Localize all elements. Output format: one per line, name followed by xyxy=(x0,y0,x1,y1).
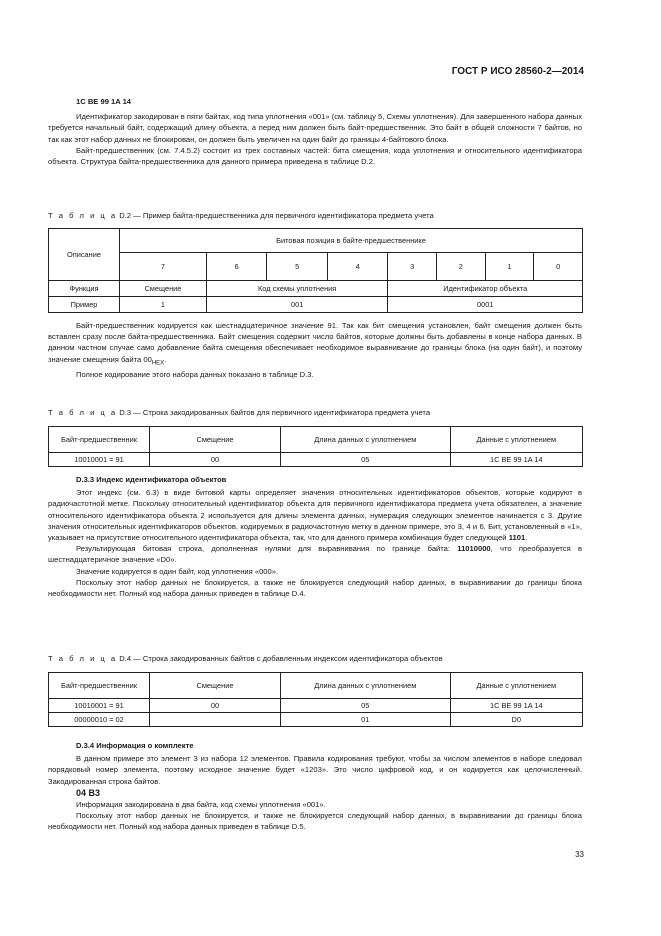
section-block-2 xyxy=(48,320,582,381)
bit-cell: 3 xyxy=(388,253,437,281)
paragraph: Результирующая битовая строка, дополненная нулями для выравнивания по границе байта: 11010000, что преобразуется в шестнадцатеричное значение «D0». xyxy=(48,544,583,565)
table-caption: Т а б л и ц а D.4 — Строка закодированных байтов с добавленным индексом идентификатора объектов xyxy=(48,654,443,663)
header-cell: Смещение xyxy=(150,673,281,699)
section-heading: D.3.3 Индекс идентификатора объектов xyxy=(76,475,227,484)
table-row: 10010001 = 91 00 05 1C BE 99 1A 14 xyxy=(49,453,583,467)
cell: Код схемы уплотнения xyxy=(206,281,388,297)
paragraph: Значение кодируется в один байт, код уплотнения «000». xyxy=(76,566,279,576)
table-caption: Т а б л и ц а D.3 — Строка закодированных байтов для первичного идентификатора предмета учета xyxy=(48,408,431,417)
paragraph: Идентификатор закодирован в пяти байтах, код типа уплотнения «001» (см. таблицу 5, Схемы уплотнения). Для завершенного набора данных требуется начальный байт, содержащий длину объекта, а перед ним должен быть байт-предшественник. Это байт в общей сложности 7 байтов, но так как этот набор данных не блокирован, он должен быть увеличен на один байт до границы 4-байтового блока. xyxy=(48,112,582,144)
header-cell: Байт-предшественник xyxy=(49,427,150,453)
cell: 1 xyxy=(120,297,207,313)
paragraph: Поскольку этот набор данных не блокируется, и также не блокируется следующий набор данных, в выравнивании до границы блока необходимости нет. Полный код набора данных приведен в таблице D.5. xyxy=(48,811,582,832)
header-cell: Байт-предшественник xyxy=(49,673,150,699)
table-d2 xyxy=(48,228,583,313)
paragraph: Поскольку этот набор данных не блокируется, а также не блокируется следующий набор данных, в выравнивании до границы блока необходимости нет. Полный код набора данных приведен в таблице D.4. xyxy=(48,577,582,599)
cell: 001 xyxy=(206,297,388,313)
table-row: 10010001 = 91 00 05 1C BE 99 1A 14 xyxy=(49,699,583,713)
section-heading: D.3.4 Информация о комплекте xyxy=(76,741,194,750)
bit-cell: 2 xyxy=(437,253,486,281)
cell: Смещение xyxy=(120,281,207,297)
page-number: 33 xyxy=(575,850,584,859)
document-header: ГОСТ Р ИСО 28560-2—2014 xyxy=(451,66,584,77)
code-heading: 1C BE 99 1A 14 xyxy=(76,97,132,106)
table-d4 xyxy=(48,672,583,727)
paragraph: Байт-предшественник (см. 7.4.5.2) состоит из трех составных частей: бита смещения, кода уплотнения и относительного идентификатора объекта. Структура байта-предшественника для данного примера приведена в таблице D.2. xyxy=(48,145,582,167)
paragraph: Байт-предшественник кодируется как шестнадцатеричное значение 91. Так как бит смещения установлен, байт смещения должен быть вставлен сразу после байта-предшественника. Байт смещения содержит число байтов, которые должны быть добавлены в конце набора данных. В данном частном случае само добавление байта смещения обеспечивает необходимое выравнивание до границы блока (на один байт), и поэтому значение смещения байта $00_{HEX}$. xyxy=(48,321,582,367)
header-cell: Битовая позиция в байте-предшественнике xyxy=(120,229,583,253)
table-d3 xyxy=(48,426,583,467)
section-d34 xyxy=(48,740,582,832)
paragraph: Полное кодирование этого набора данных показано в таблице D.3. xyxy=(76,370,314,380)
bit-cell: 5 xyxy=(267,253,328,281)
bit-cell: 4 xyxy=(327,253,388,281)
header-cell: Данные с уплотнением xyxy=(450,673,582,699)
cell: 0001 xyxy=(388,297,583,313)
row-label: Пример xyxy=(49,297,120,313)
section-block-1 xyxy=(48,96,582,167)
table-caption: Т а б л и ц а D.2 — Пример байта-предшественника для первичного идентификатора предмета учета xyxy=(48,211,434,220)
header-cell: Описание xyxy=(49,229,120,281)
table-row: 00000010 = 02 01 D0 xyxy=(49,713,583,727)
bit-cell: 1 xyxy=(485,253,534,281)
section-d33 xyxy=(48,474,582,599)
header-cell: Смещение xyxy=(150,427,281,453)
row-label: Функция xyxy=(49,281,120,297)
paragraph: Информация закодирована в два байта, код схемы уплотнения «001». xyxy=(76,799,326,809)
header-cell: Данные с уплотнением xyxy=(450,427,582,453)
cell: Идентификатор объекта xyxy=(388,281,583,297)
header-cell: Длина данных с уплотнением xyxy=(281,673,451,699)
paragraph: Этот индекс (см. 6.3) в виде битовой карты определяет значения относительных идентификаторов объектов, которые кодируют в радиочастотной метке. Поскольку относительный идентификатор объекта для первичного идентификатора предмета учета обязателен, а значение относительного идентификатора объекта 2 используется для длины элемента данных, нумерация следующих элементов начинается с 3. Другие значения относительных идентификаторов объектов, кодируемых в радиочастотную метку в данном примере, это 3, 4 и 6. Бит, установленный в «1», указывает на присутствие относительного идентификатора объекта, так, что для данного примера комбинация будет следующей 1101. xyxy=(48,488,582,543)
bit-cell: 6 xyxy=(206,253,267,281)
bit-cell: 7 xyxy=(120,253,207,281)
header-cell: Длина данных с уплотнением xyxy=(281,427,451,453)
bit-cell: 0 xyxy=(534,253,583,281)
code-value: 04 B3 xyxy=(76,787,101,798)
paragraph: В данном примере это элемент 3 из набора 12 элементов. Правила кодирования требуют, чтобы за числом элементов в наборе следовал порядковый номер элемента, поэтому исходное значение будет «1203». Это число цифровой код, и он кодируется как целочисленный. Закодированная строка байтов. xyxy=(48,754,582,786)
